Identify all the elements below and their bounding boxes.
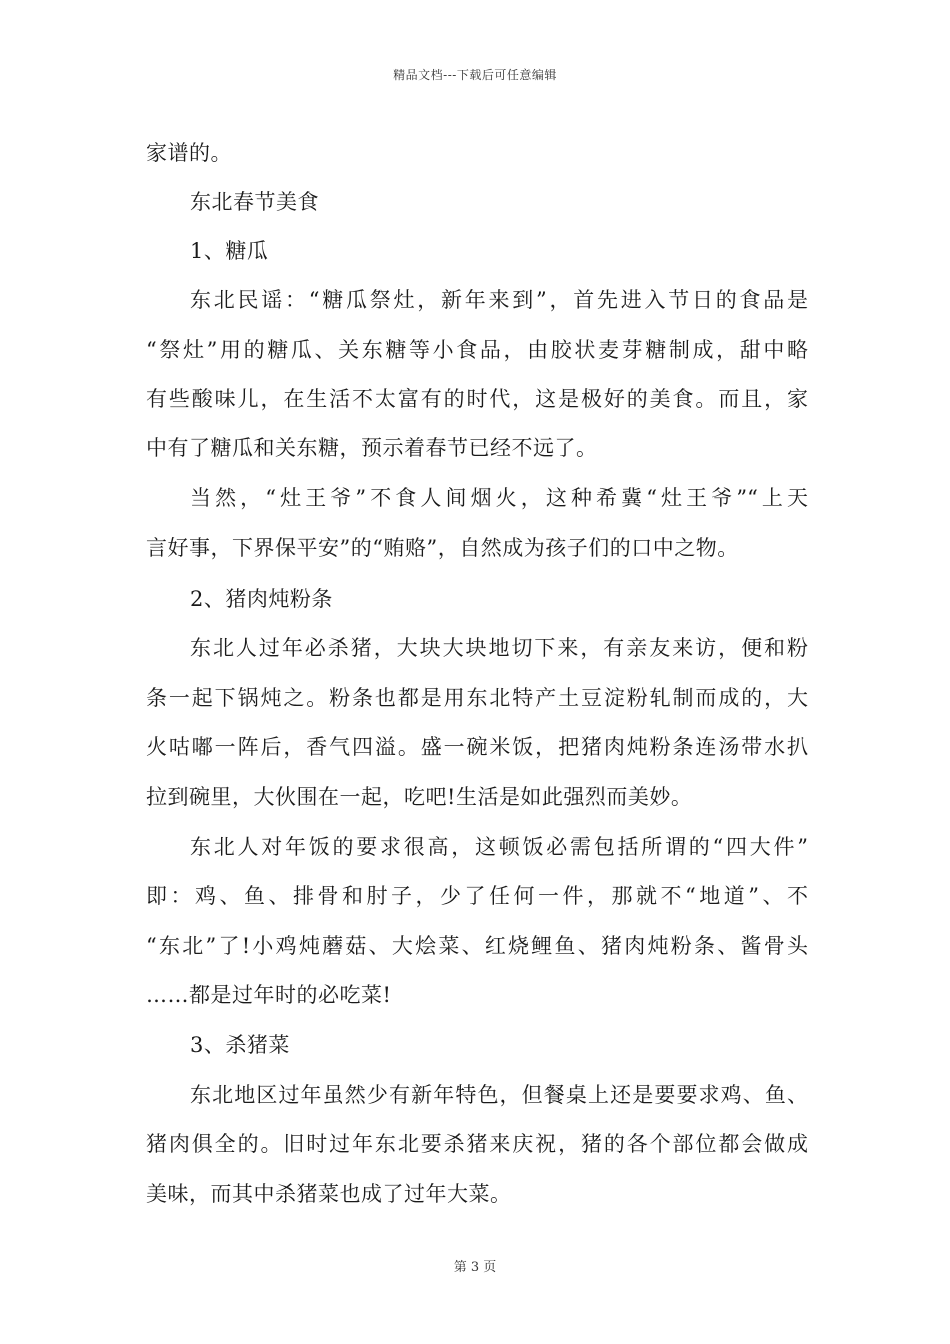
paragraph-line: 美味，而其中杀猪菜也成了过年大菜。 (146, 1182, 512, 1206)
paragraph-line: 东北民谣：“糖瓜祭灶，新年来到”，首先进入节日的食品是 (190, 288, 808, 312)
paragraph-line: 即：鸡、鱼、排骨和肘子，少了任何一件，那就不“地道”、不 (146, 884, 808, 908)
item-heading: 3、杀猪菜 (190, 1033, 290, 1057)
paragraph-line: 家谱的。 (146, 141, 232, 165)
paragraph-line: ……都是过年时的必吃菜! (146, 983, 392, 1007)
paragraph-line: 条一起下锅炖之。粉条也都是用东北特产土豆淀粉轧制而成的，大 (146, 686, 808, 710)
section-heading: 东北春节美食 (190, 190, 319, 214)
paragraph-line: “东北”了!小鸡炖蘑菇、大烩菜、红烧鲤鱼、猪肉炖粉条、酱骨头 (146, 934, 808, 958)
paragraph-line: 猪肉俱全的。旧时过年东北要杀猪来庆祝，猪的各个部位都会做成 (146, 1132, 808, 1156)
paragraph-line: 有些酸味儿，在生活不太富有的时代，这是极好的美食。而且，家 (146, 387, 808, 411)
paragraph-line: 东北人对年饭的要求很高，这顿饭必需包括所谓的“四大件” (190, 835, 808, 859)
paragraph-line: 言好事，下界保平安”的“贿赂”，自然成为孩子们的口中之物。 (146, 536, 739, 560)
paragraph-line: 当然，“灶王爷”不食人间烟火，这种希冀“灶王爷”“上天 (190, 486, 808, 510)
paragraph-line: 东北人过年必杀猪，大块大块地切下来，有亲友来访，便和粉 (190, 636, 808, 660)
paragraph-line: 东北地区过年虽然少有新年特色，但餐桌上还是要要求鸡、鱼、 (190, 1083, 808, 1107)
page-header: 精品文档---下载后可任意编辑 (393, 68, 557, 82)
item-heading: 2、猪肉炖粉条 (190, 587, 333, 611)
paragraph-line: 火咕嘟一阵后，香气四溢。盛一碗米饭，把猪肉炖粉条连汤带水扒 (146, 735, 808, 759)
paragraph-line: 拉到碗里，大伙围在一起，吃吧!生活是如此强烈而美妙。 (146, 785, 693, 809)
paragraph-line: “祭灶”用的糖瓜、关东糖等小食品，由胶状麦芽糖制成，甜中略 (146, 338, 808, 362)
item-heading: 1、糖瓜 (190, 239, 269, 263)
paragraph-line: 中有了糖瓜和关东糖，预示着春节已经不远了。 (146, 436, 598, 460)
page-number: 第 3 页 (453, 1260, 497, 1275)
